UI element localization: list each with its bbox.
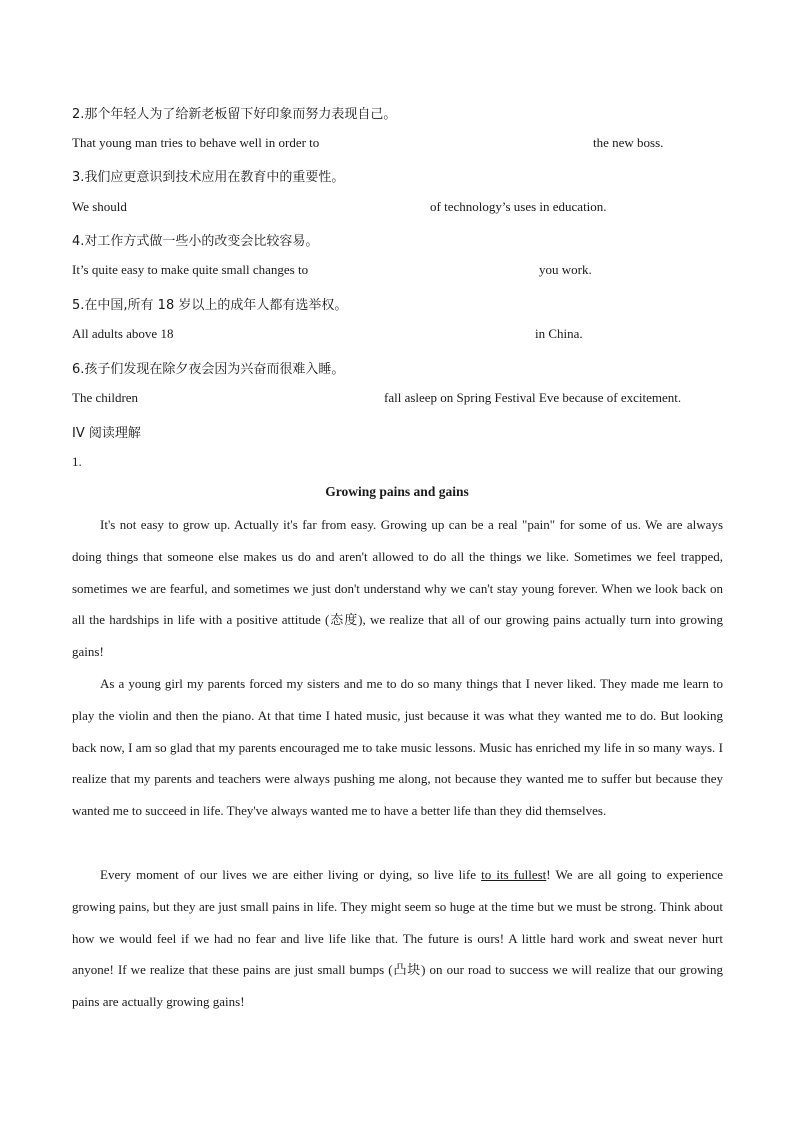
translation-item-2-chinese: 2.那个年轻人为了给新老板留下好印象而努力表现自己。 [72, 107, 397, 122]
translation-item-3-english-end: of technology’s uses in education. [430, 199, 607, 214]
translation-item-4-chinese: 4.对工作方式做一些小的改变会比较容易。 [72, 234, 319, 249]
underlined-phrase: to its fullest [481, 867, 547, 882]
passage-paragraph-2: As a young girl my parents forced my sisters and me to do so many things that I never liked. They made me learn to play the violin and then the piano. At that time I hated music, just because it was what they wanted me to do. But looking back now, I am so glad that my parents encouraged me to take music lessons. Music has enriched my life in so many ways. I realize that my parents and teachers were always pushing me along, not because they wanted me to suffer but because they wanted me to succeed in life. They've always wanted me to have a better life than they did themselves. [72, 676, 723, 819]
translation-item-5-english-end: in China. [535, 326, 583, 341]
paragraph-3-text-end: ! We are all going to experience growing pains, but they are just small pains in life. They might seem so huge at the time but we must be strong. Think about how we would feel if we had no fear and live life like that. The future is ours! A little hard work and sweat never hurt anyone! If we realize that these pains are just small bumps (凸块) on our road to success we will realize that our growing pains are actually growing gains! [72, 867, 723, 1010]
translation-item-5-chinese: 5.在中国,所有 18 岁以上的成年人都有选举权。 [72, 298, 348, 313]
translation-item-5-english-start: All adults above 18 [72, 326, 174, 341]
translation-item-2-english-start: That young man tries to behave well in order to [72, 135, 320, 150]
paragraph-3-text-start: Every moment of our lives we are either living or dying, so live life [100, 867, 482, 882]
passage-paragraph-3 [72, 859, 723, 1018]
translation-item-6-english-start: The children [72, 390, 139, 405]
passage-title: Growing pains and gains [325, 484, 469, 499]
question-number: 1. [72, 454, 82, 469]
translation-item-4-english-start: It’s quite easy to make quite small changes to [72, 262, 309, 277]
translation-item-4-english-end: you work. [539, 262, 592, 277]
passage-paragraph-1: It's not easy to grow up. Actually it's far from easy. Growing up can be a real "pain" for some of us. We are always doing things that someone else makes us do and aren't allowed to do all the things we like. Sometimes we feel trapped, sometimes we are fearful, and sometimes we just don't understand why we can't stay young forever. When we look back on all the hardships in life with a positive attitude (态度), we realize that all of our growing pains actually turn into growing gains! [72, 517, 723, 660]
translation-item-2-english-end: the new boss. [593, 135, 664, 150]
translation-item-6-english-end: fall asleep on Spring Festival Eve because of excitement. [384, 390, 682, 405]
translation-item-6-chinese: 6.孩子们发现在除夕夜会因为兴奋而很难入睡。 [72, 362, 345, 377]
section-heading: IV 阅读理解 [72, 426, 141, 441]
translation-item-3-chinese: 3.我们应更意识到技术应用在教育中的重要性。 [72, 170, 345, 185]
translation-item-3-english-start: We should [72, 199, 127, 214]
